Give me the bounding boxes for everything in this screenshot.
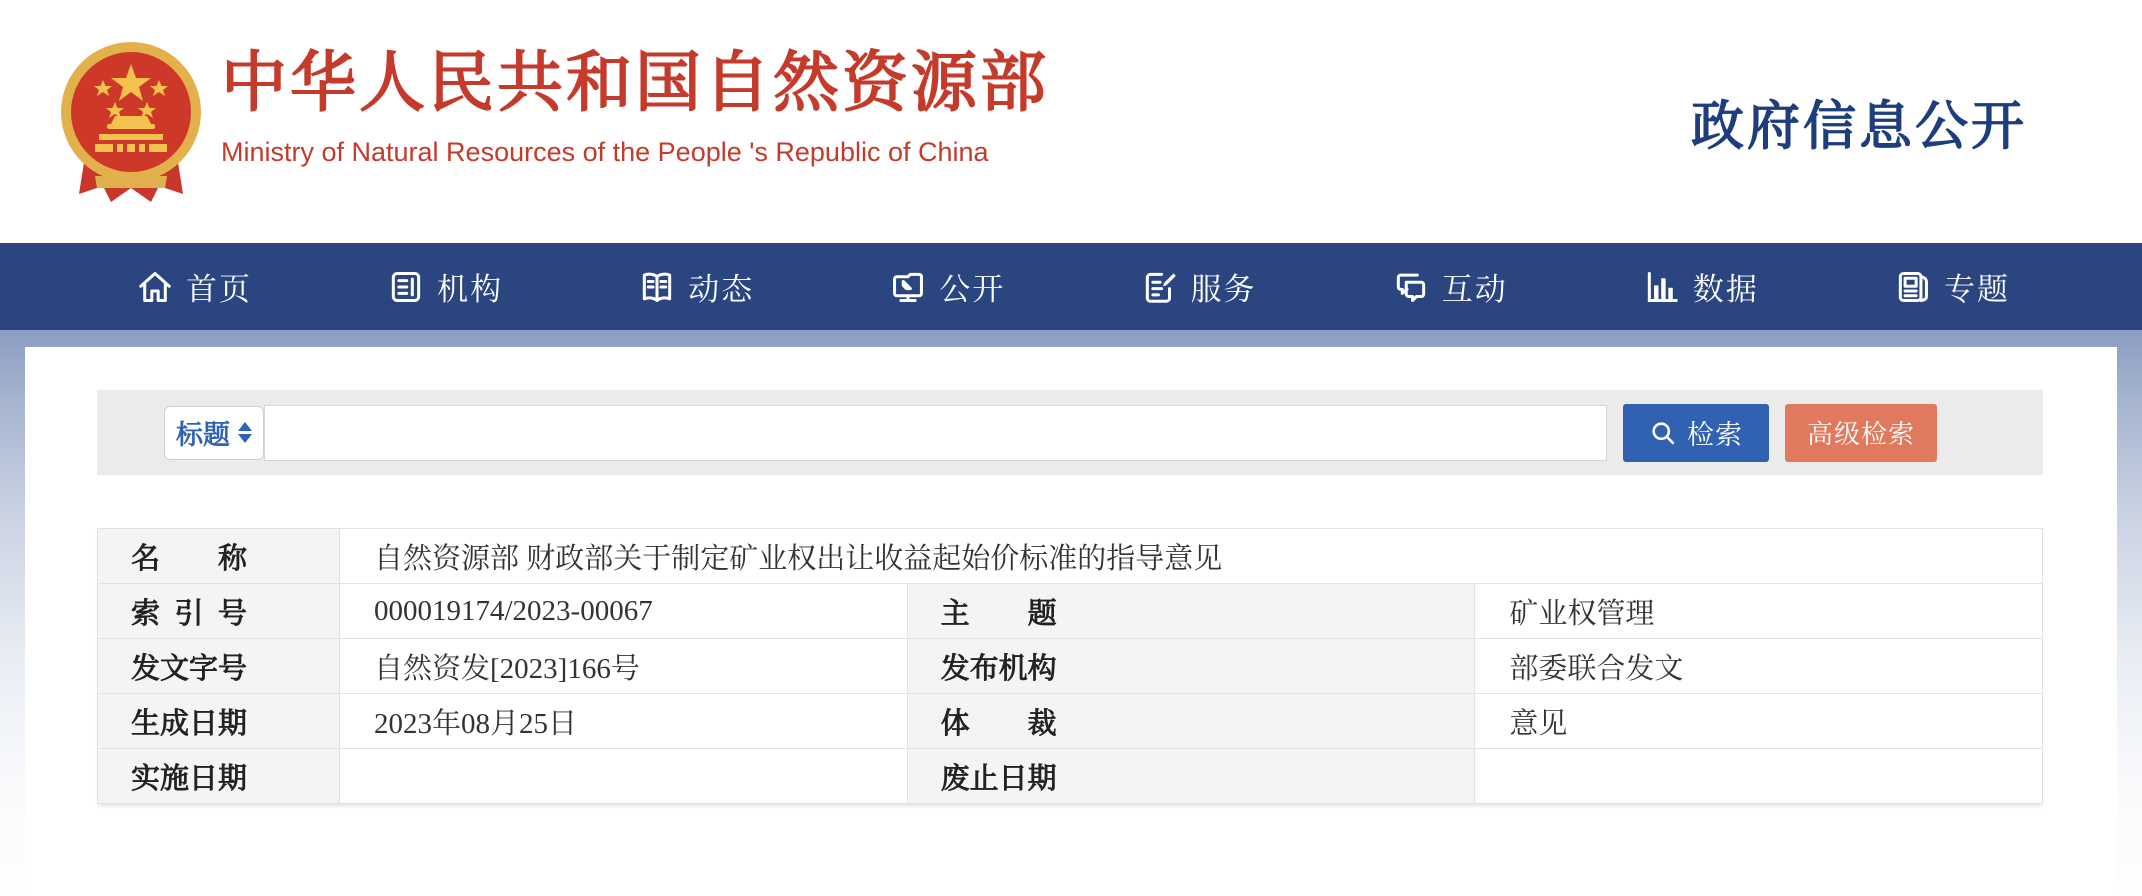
home-icon [136,268,174,306]
topics-news-icon [1894,268,1932,306]
search-field-selector[interactable] [164,406,264,460]
table-row [98,529,2043,584]
nav-item-organization[interactable]: 机构 [387,264,503,309]
site-header [0,0,2142,243]
index-number-value-cell: 000019174/2023-00067 [340,584,908,639]
subject-label-cell: 主题 [907,584,1475,639]
document-number-value-cell: 自然资发[2023]166号 [340,639,908,694]
search-field-selector-value: 标题 [176,420,230,450]
national-emblem-logo [55,36,207,214]
implementation-date-value-cell [340,749,908,804]
name-label-cell: 名称 [98,529,340,584]
brand [55,36,1049,214]
nav-item-services[interactable]: 服务 [1141,264,1257,309]
page-title-gov-info-disclosure: 政府信息公开 [1691,98,2027,156]
interaction-chat-icon [1392,268,1430,306]
creation-date-label-cell: 生成日期 [98,694,340,749]
table-row [98,749,2043,804]
service-edit-icon [1141,268,1179,306]
search-button-label: 检索 [1687,420,1743,450]
search-bar [97,390,2043,475]
brand-text [221,36,1049,168]
abolition-date-value-cell [1475,749,2043,804]
search-input[interactable] [264,405,1607,461]
disclosure-monitor-icon [889,268,927,306]
site-title-chinese: 中华人民共和国自然资源部 [221,45,1049,119]
site-title-english: Ministry of Natural Resources of the People 's Republic of China [221,136,989,167]
implementation-date-label-cell: 实施日期 [98,749,340,804]
genre-label-cell: 体裁 [907,694,1475,749]
search-button[interactable] [1623,404,1769,462]
issuing-agency-label-cell: 发布机构 [907,639,1475,694]
table-row [98,639,2043,694]
genre-value-cell: 意见 [1475,694,2043,749]
document-detail-table [97,528,2043,804]
magnifier-icon [1649,419,1677,447]
nav-item-disclosure[interactable]: 公开 [889,264,1005,309]
content-card [25,347,2117,896]
advanced-search-button[interactable] [1785,404,1937,462]
up-down-arrows-icon [238,422,252,443]
news-book-icon [638,268,676,306]
main-navigation [0,243,2142,330]
name-value-cell: 自然资源部 财政部关于制定矿业权出让收益起始价标准的指导意见 [340,529,2043,584]
nav-item-news[interactable]: 动态 [638,264,754,309]
table-row [98,584,2043,639]
subject-value-cell: 矿业权管理 [1475,584,2043,639]
creation-date-value-cell: 2023年08月25日 [340,694,908,749]
nav-item-home[interactable]: 首页 [136,264,252,309]
abolition-date-label-cell: 废止日期 [907,749,1475,804]
nav-item-topics[interactable]: 专题 [1894,264,2010,309]
content-background [0,330,2142,896]
issuing-agency-value-cell: 部委联合发文 [1475,639,2043,694]
document-number-label-cell: 发文字号 [98,639,340,694]
index-number-label-cell: 索引号 [98,584,340,639]
nav-item-data[interactable]: 数据 [1643,264,1759,309]
advanced-search-button-label: 高级检索 [1806,419,1915,449]
table-row [98,694,2043,749]
data-chart-icon [1643,268,1681,306]
nav-item-interaction[interactable]: 互动 [1392,264,1508,309]
organization-icon [387,268,425,306]
